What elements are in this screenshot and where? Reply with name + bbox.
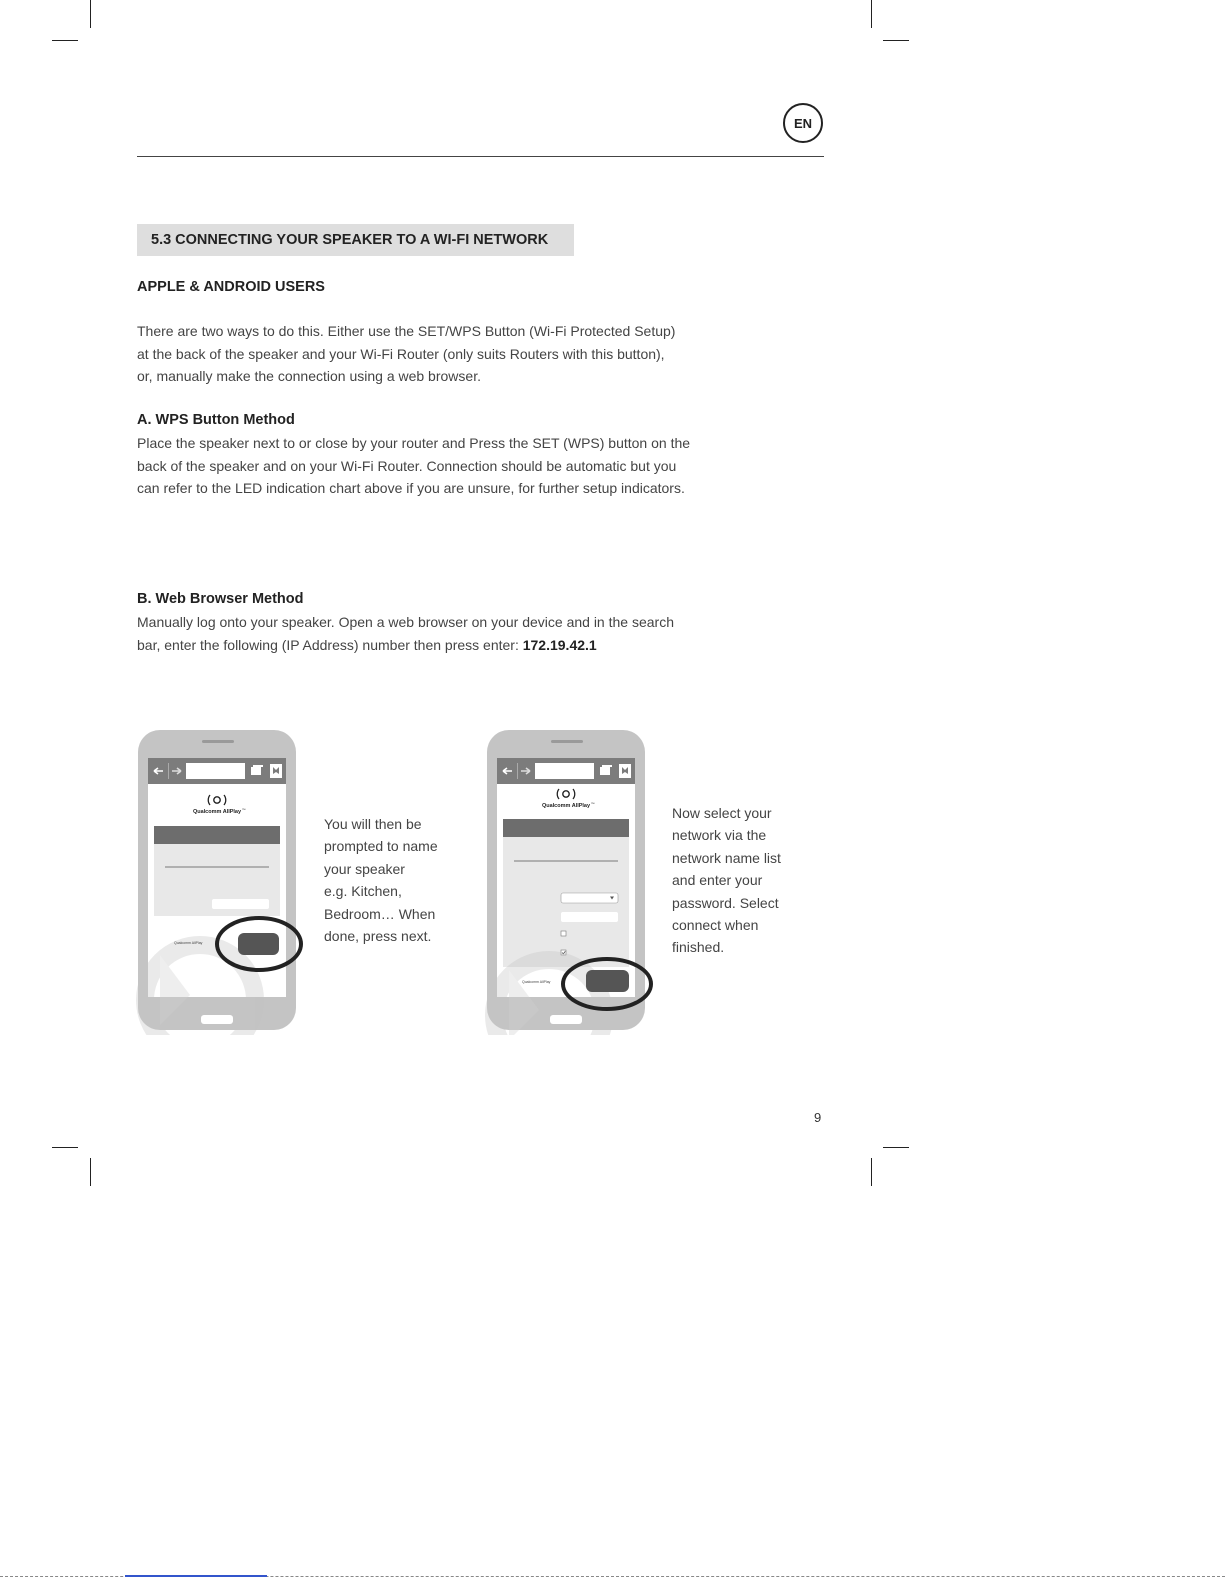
language-badge: EN [783,103,823,143]
method-a-line: Place the speaker next to or close by your router and Press the SET (WPS) button on the [137,435,691,451]
phone-illustration-select-network [479,725,659,1035]
caption-line: your speaker [324,860,405,877]
method-a-line: back of the speaker and on your Wi-Fi Router. Connection should be automatic but you [137,457,677,474]
caption-name-speaker [324,813,464,947]
bottom-highlight-bar [125,1575,267,1577]
caption-line: finished. [672,939,725,956]
allplay-brand-text: Qualcomm AllPlay [192,809,242,815]
home-button [550,1015,582,1024]
audience-heading: APPLE & ANDROID USERS [137,279,325,295]
method-b-heading: B. Web Browser Method [137,591,304,607]
ip-address: 172.19.42.1 [522,636,597,653]
checkbox-icon [561,931,566,936]
method-b-line-text: bar, enter the following (IP Address) number then press enter: [137,636,523,653]
intro-line: or, manually make the connection using a web browser. [137,368,481,384]
caption-line: Bedroom… When [324,905,436,922]
address-bar [535,763,594,779]
method-a-paragraph [137,432,757,500]
caption-line: network name list [672,849,781,866]
allplay-footer-text: Qualcomm AllPlay [174,941,203,945]
intro-line: There are two ways to do this. Either use the SET/WPS Button (Wi-Fi Protected Setup) [137,323,676,339]
bookmark-icon [270,764,282,778]
allplay-footer-text: Qualcomm AllPlay [522,980,551,984]
phone-illustration-name-speaker [130,725,310,1035]
page-number: 9 [814,1110,822,1125]
connect-button [586,970,629,992]
caption-line: and enter your [672,872,763,889]
caption-line: prompted to name [324,838,438,855]
next-button [238,933,279,955]
allplay-brand-tm: ™ [591,802,595,806]
crop-mark [883,1147,909,1148]
network-name-dropdown [561,893,618,903]
intro-paragraph [137,320,757,388]
intro-line: at the back of the speaker and your Wi-Fi Router (only suits Routers with this button), [137,345,665,362]
crop-mark [90,1158,91,1186]
caption-line: Now select your [672,805,772,821]
crop-mark [52,1147,78,1148]
address-bar [186,763,245,779]
crop-mark [90,0,91,28]
caption-line: network via the [672,827,767,844]
crop-mark [871,1158,872,1186]
caption-line: You will then be [324,816,422,832]
bookmark-icon [619,764,631,778]
home-button [201,1015,233,1024]
crop-mark [52,40,78,41]
caption-line: e.g. Kitchen, [324,883,402,900]
crop-mark [871,0,872,28]
caption-line: connect when [672,917,759,934]
section-title: 5.3 CONNECTING YOUR SPEAKER TO A WI-FI NETWORK [137,224,574,256]
caption-line: password. Select [672,894,779,911]
password-field [561,912,618,922]
method-b-line: Manually log onto your speaker. Open a web browser on your device and in the search [137,614,674,630]
caption-select-network [672,802,812,959]
allplay-brand-tm: ™ [242,808,246,812]
method-a-line: can refer to the LED indication chart above if you are unsure, for further setup indicators. [137,480,685,496]
caption-line: done, press next. [324,928,432,945]
method-a-heading: A. WPS Button Method [137,412,295,428]
allplay-brand-text: Qualcomm AllPlay [541,803,591,809]
method-b-paragraph [137,611,757,656]
method-b-line [137,634,757,657]
crop-mark [883,40,909,41]
header-rule [137,156,824,157]
